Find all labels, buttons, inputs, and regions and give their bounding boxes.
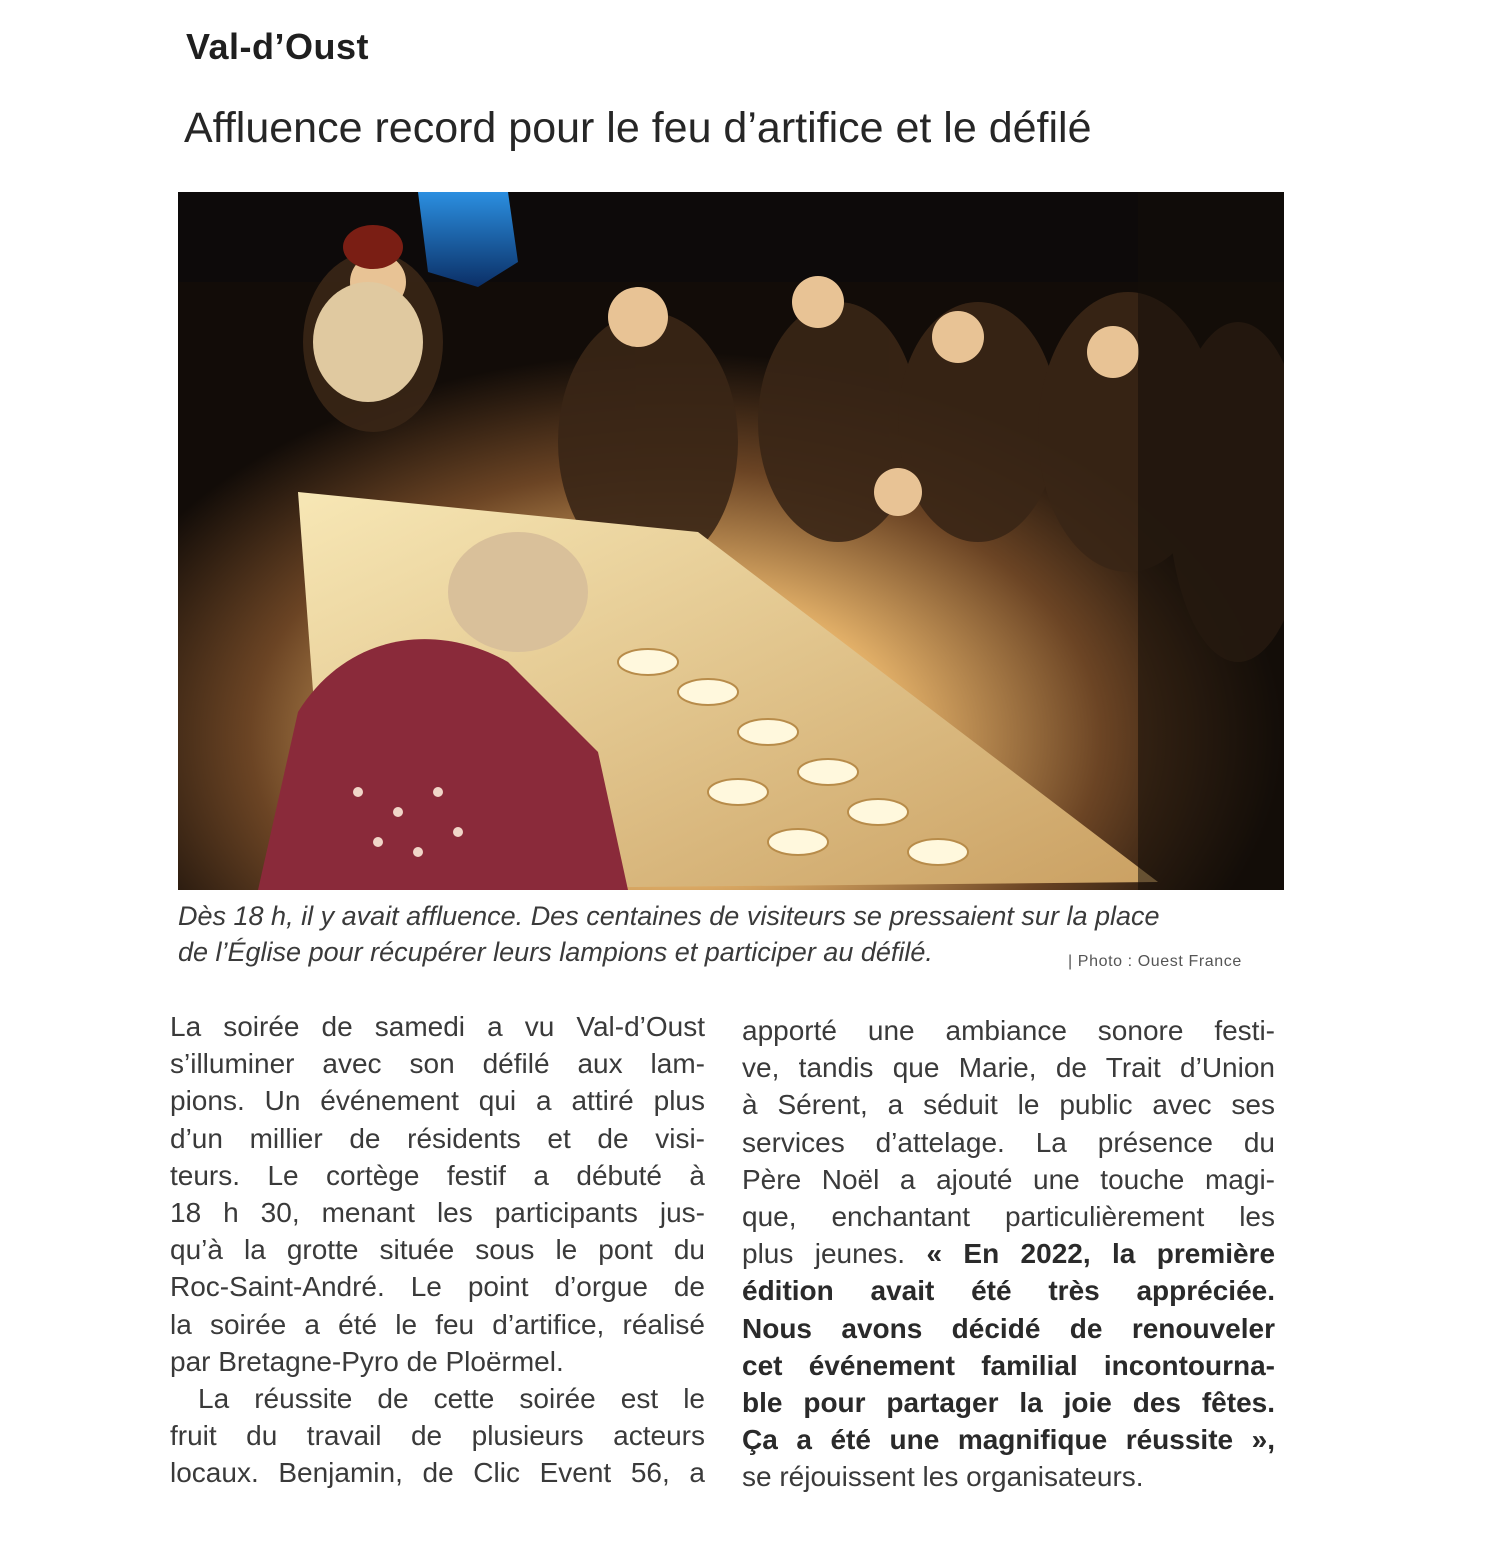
body-line-text: plus jeunes. [742,1238,906,1270]
body-line: à Sérent, a séduit le public avec ses [742,1089,1275,1121]
quote-line: cet événement familial incontourna- [742,1349,1275,1381]
body-line: La réussite de cette soirée est le [198,1382,705,1414]
caption-line: Dès 18 h, il y avait affluence. Des centaines de visiteurs se pressaient sur la place [178,901,1160,931]
article-photo [178,192,1284,890]
body-column-right [742,1012,1275,1495]
body-line: apporté une ambiance sonore festi- [742,1015,1275,1046]
kicker: Val-d’Oust [186,26,370,67]
body-line: services d’attelage. La présence du [742,1126,1275,1158]
headline: Affluence record pour le feu d’artifice et le défilé [184,104,1092,152]
body-line: ve, tandis que Marie, de Trait d’Union [742,1052,1275,1084]
body-line: Père Noël a ajouté une touche magi- [742,1163,1275,1195]
body-line [742,1235,1275,1272]
body-line: La soirée de samedi a vu Val-d’Oust [170,1011,705,1042]
body-line: qu’à la grotte située sous le pont du [170,1234,705,1266]
body-line: par Bretagne-Pyro de Ploërmel. [170,1345,564,1377]
body-line: s’illuminer avec son défilé aux lam- [170,1048,705,1080]
body-line: d’un millier de résidents et de visi- [170,1122,705,1154]
body-line: Roc-Saint-André. Le point d’orgue de [170,1271,705,1303]
body-line: que, enchantant particulièrement les [742,1200,1275,1232]
body-line: teurs. Le cortège festif a débuté à [170,1159,705,1191]
quote-line: édition avait été très appréciée. [742,1275,1275,1307]
quote-line: Ça a été une magnifique réussite », [742,1424,1275,1456]
quote-text: « En 2022, la première [926,1238,1276,1270]
body-line: fruit du travail de plusieurs acteurs [170,1420,705,1452]
caption-line: de l’Église pour récupérer leurs lampions et participer au défilé. [178,937,933,967]
body-column-left [170,1008,705,1491]
body-line: 18 h 30, menant les participants jus- [170,1196,705,1228]
quote-line: Nous avons décidé de renouveler [742,1312,1275,1344]
body-line: pions. Un événement qui a attiré plus [170,1085,705,1117]
body-line: se réjouissent les organisateurs. [742,1461,1144,1493]
quote-line: ble pour partager la joie des fêtes. [742,1386,1275,1418]
body-line: locaux. Benjamin, de Clic Event 56, a [170,1457,705,1489]
body-line: la soirée a été le feu d’artifice, réalisé [170,1308,705,1340]
photo-credit: | Photo : Ouest France [1068,953,1242,970]
